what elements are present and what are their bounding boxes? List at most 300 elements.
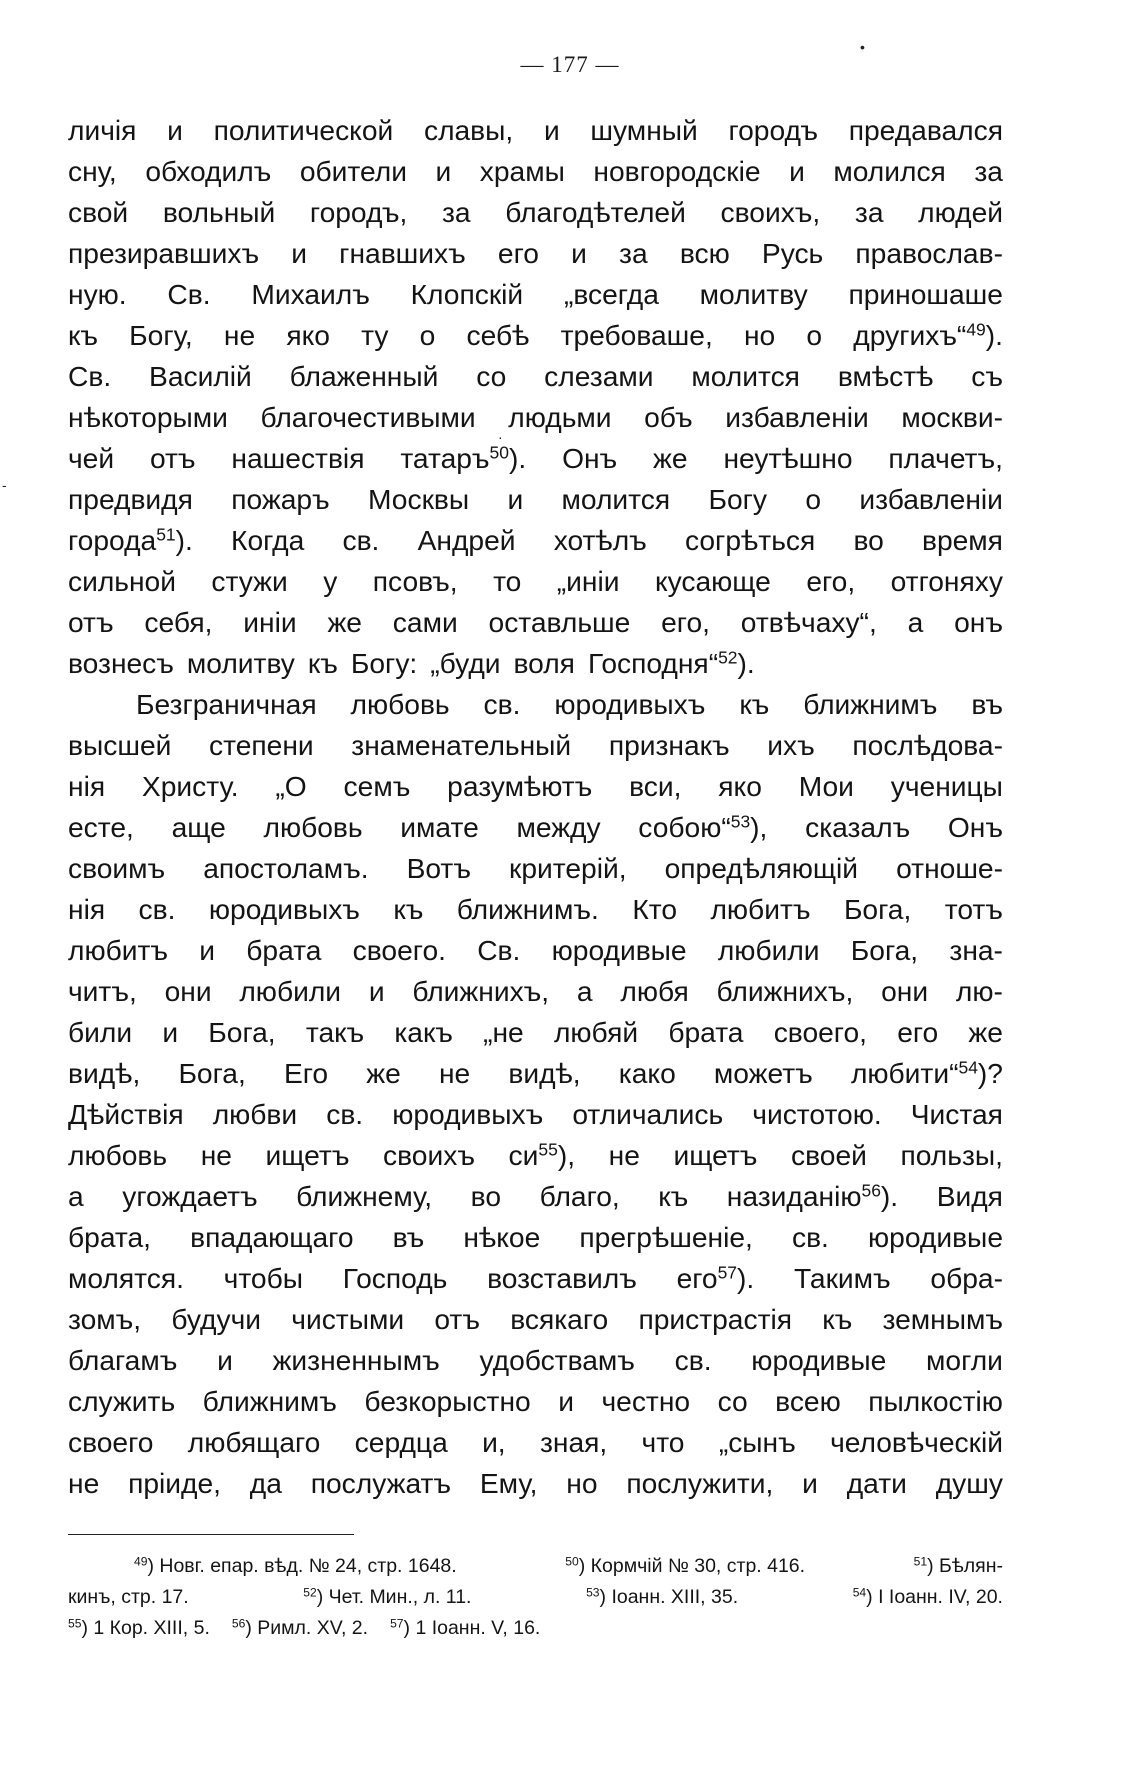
word: Св. (167, 278, 211, 310)
text-line (68, 110, 1003, 151)
word: и (558, 1385, 574, 1417)
word: св. (791, 1221, 829, 1253)
word: ближнимъ. (456, 893, 599, 925)
word: Андрей (417, 524, 516, 556)
word: же (653, 442, 688, 474)
word: степени (209, 729, 314, 761)
word: во (470, 1180, 502, 1212)
word: его, (661, 606, 710, 638)
word: своихъ (383, 1139, 475, 1171)
word: москви- (901, 401, 1003, 433)
word: удобствамъ (479, 1344, 635, 1376)
word: о (806, 319, 823, 351)
word: Кто (632, 893, 678, 925)
text-line (68, 1258, 1003, 1299)
footnote-paren: ) (578, 1555, 591, 1577)
word: людей (918, 196, 1003, 228)
text-line (68, 766, 1003, 807)
word: любили (717, 934, 820, 966)
word: же (327, 606, 362, 638)
word: кусающе (654, 565, 771, 597)
word: брата (246, 934, 322, 966)
word-with-footnote-ref (677, 1258, 755, 1299)
word: своей (791, 1139, 867, 1171)
word: Михаилъ (251, 278, 370, 310)
text-line (68, 1012, 1003, 1053)
word: вознесъ (68, 647, 174, 679)
word: Мои (798, 770, 854, 802)
word: и (435, 155, 452, 187)
word: прегрѣшеніе, (579, 1221, 753, 1253)
text-line (68, 479, 1003, 520)
word: видѣ, (68, 1057, 141, 1089)
footnote-ref: 50 (489, 442, 509, 463)
word: пылкостію (868, 1385, 1003, 1417)
word: безкорыстно (364, 1385, 531, 1417)
footnote-ref: 52 (718, 647, 738, 668)
word-with-footnote-ref (727, 1176, 898, 1217)
word: Господня“ (587, 647, 719, 679)
word: есте, (68, 811, 134, 843)
word: его (676, 1262, 718, 1294)
word: зная, (539, 1426, 608, 1458)
word: юродивые (551, 934, 687, 966)
footnote-paren: ) (245, 1617, 258, 1639)
word: и, (482, 1426, 506, 1458)
footnote-line (68, 1582, 1003, 1613)
word: но (743, 319, 776, 351)
word: во (853, 524, 884, 556)
word: пользы, (900, 1139, 1003, 1171)
word: Его (283, 1057, 329, 1089)
text-line (68, 602, 1003, 643)
word: стужи (211, 565, 288, 597)
text-line (68, 1422, 1003, 1463)
footnote-ref-close: ), (750, 811, 768, 843)
footnote-number: 53 (586, 1585, 600, 1600)
word: свой (68, 196, 129, 228)
word: благодѣтелей (505, 196, 686, 228)
word: Св. (477, 934, 521, 966)
footnote-ref-close: ), (557, 1139, 576, 1171)
word: предавался (848, 114, 1003, 146)
word: Вотъ (406, 852, 471, 884)
word: его (897, 1016, 939, 1048)
word: чей (68, 442, 115, 474)
word: блаженный (289, 360, 439, 392)
footnote-number: 55 (68, 1616, 82, 1631)
word: политической (213, 114, 394, 146)
text-line (68, 1299, 1003, 1340)
word: пріиде, (128, 1467, 221, 1499)
footnote-text: Бѣлян- (939, 1555, 1003, 1577)
word: молился (833, 155, 946, 187)
word: пристрастія (638, 1303, 793, 1335)
word: со (717, 1385, 748, 1417)
word: признакъ (608, 729, 730, 761)
word: св. (326, 1098, 364, 1130)
word: такъ (305, 1016, 365, 1048)
word: своимъ (68, 852, 166, 884)
word: но (566, 1467, 598, 1499)
word: иніи (243, 606, 297, 638)
word: Видя (936, 1180, 1003, 1212)
word: благочестивыми (260, 401, 476, 433)
text-line (68, 1135, 1003, 1176)
word: молитву (186, 647, 295, 679)
text-line (68, 971, 1003, 1012)
word: чистыми (291, 1303, 405, 1335)
word: обра- (930, 1262, 1003, 1294)
word: въ (392, 1221, 425, 1253)
word: Русь (761, 237, 824, 269)
word: не (608, 1139, 640, 1171)
word: личія (68, 114, 137, 146)
text-line (68, 1217, 1003, 1258)
word: любовь (350, 688, 450, 720)
word: благамъ (68, 1344, 178, 1376)
word-with-footnote-ref (68, 520, 193, 561)
word: любитъ (68, 934, 169, 966)
word: они (164, 975, 212, 1007)
word: молятся. (68, 1262, 184, 1294)
word: какъ (394, 1016, 453, 1048)
word: любили (239, 975, 342, 1007)
word: Чистая (910, 1098, 1003, 1130)
word: Бога, (843, 893, 912, 925)
footnote-number: 51 (913, 1554, 928, 1569)
word: Бога, (208, 1016, 276, 1048)
footnote-text: Чет. Мин., л. 11. (328, 1586, 472, 1608)
stray-mark-top: • (860, 39, 865, 55)
word: сердца (354, 1426, 448, 1458)
word: къ (739, 688, 770, 720)
word: нѣкоторыми (68, 401, 228, 433)
word: семъ (343, 770, 411, 802)
word: и (162, 1016, 179, 1048)
word: избавленіи (725, 401, 869, 433)
footnote-text: 1 Кор. XIII, 5. (93, 1617, 210, 1639)
word: сказалъ (805, 811, 911, 843)
word: Клопскій (410, 278, 524, 310)
word: своего (68, 1426, 154, 1458)
word: же (968, 1016, 1003, 1048)
word: и (789, 155, 805, 187)
word: ищетъ (265, 1139, 350, 1171)
footnote-ref: 49 (966, 319, 986, 340)
word-with-footnote-ref (400, 438, 526, 479)
word: обходилъ (145, 155, 272, 187)
word: св. (483, 688, 521, 720)
text-line (68, 1176, 1003, 1217)
word: дати (846, 1467, 907, 1499)
text-line (68, 315, 1003, 356)
word: и (543, 114, 560, 146)
word: угождаетъ (122, 1180, 258, 1212)
word: своего, (773, 1016, 867, 1048)
footnote-number: 52 (303, 1585, 317, 1600)
word: „иніи (556, 565, 620, 597)
word: его (497, 237, 539, 269)
word: всею (775, 1385, 841, 1417)
word: Богу (708, 483, 768, 515)
word: нашествія (231, 442, 365, 474)
word: и (291, 237, 307, 269)
text-line (68, 397, 1003, 438)
word: честно (601, 1385, 691, 1417)
word: всякаго (510, 1303, 609, 1335)
word: а (576, 975, 593, 1007)
word: послѣдова- (852, 729, 1003, 761)
word: ближнему, (296, 1180, 433, 1212)
word: города (68, 524, 157, 556)
word: и (507, 483, 524, 515)
word: воля (513, 647, 575, 679)
word: и (167, 114, 183, 146)
word: собою“ (638, 811, 731, 843)
word: и (571, 237, 587, 269)
word: пожаръ (231, 483, 330, 515)
word: себѣ (466, 319, 530, 351)
word: къ (393, 893, 424, 925)
footnote-text: Кормчій № 30, стр. 416. (590, 1555, 806, 1577)
word: плачетъ, (888, 442, 1003, 474)
word: слезами (544, 360, 654, 392)
footnotes (68, 1551, 1003, 1644)
word: отноше- (896, 852, 1003, 884)
text-line (68, 1053, 1003, 1094)
word: своего. (352, 934, 446, 966)
word: его, (806, 565, 856, 597)
page-number: — 177 — (520, 52, 620, 77)
word: городъ (728, 114, 818, 146)
word: Христу. (141, 770, 239, 802)
word: и (368, 975, 385, 1007)
word: назиданію (726, 1180, 862, 1212)
word: предвидя (68, 483, 193, 515)
footnote-ref: 56 (861, 1180, 881, 1201)
word: Василій (149, 360, 252, 392)
word: вольный (162, 196, 276, 228)
word: брата, (68, 1221, 151, 1253)
word: у (323, 565, 338, 597)
word: людьми (508, 401, 612, 433)
word: Дѣйствія (68, 1098, 184, 1130)
word: молится (691, 360, 800, 392)
word: зна- (949, 934, 1003, 966)
word: а (907, 606, 924, 638)
word: тотъ (944, 893, 1003, 925)
footnote-ref-close: ). (985, 319, 1003, 351)
word: то (493, 565, 522, 597)
word: ближнихъ, (412, 975, 550, 1007)
word: ищетъ (673, 1139, 758, 1171)
word: избавленіи (859, 483, 1003, 515)
footnote-line (68, 1613, 1003, 1644)
word: юродивые (868, 1221, 1003, 1253)
text-line (68, 1463, 1003, 1504)
footnote (232, 1613, 368, 1644)
word: шумный (590, 114, 698, 146)
word: да (249, 1467, 282, 1499)
word: Св. (68, 360, 112, 392)
word: земнымъ (882, 1303, 1003, 1335)
text-line (68, 930, 1003, 971)
word: аще (171, 811, 226, 843)
word: си (508, 1139, 539, 1171)
word: къ (822, 1303, 853, 1335)
word: себя, (144, 606, 213, 638)
word-with-footnote-ref (851, 1053, 1003, 1094)
footnote-separator (68, 1534, 354, 1535)
word: Ему, (479, 1467, 538, 1499)
word: ихъ (767, 729, 815, 761)
footnote (134, 1551, 457, 1582)
footnote-ref: 55 (538, 1139, 558, 1160)
footnote-paren: ) (147, 1555, 160, 1577)
footnote-text: I Іоанн. IV, 20. (878, 1586, 1003, 1608)
footnote-text: Новг. епар. вѣд. № 24, стр. 1648. (159, 1555, 457, 1577)
footnote-ref: 54 (958, 1057, 978, 1078)
text-line (68, 848, 1003, 889)
word: молится (561, 483, 671, 515)
word: нія (68, 770, 106, 802)
word: нѣкое (463, 1221, 541, 1253)
word: како (618, 1057, 676, 1089)
word: любяй (553, 1016, 639, 1048)
word: возставилъ (487, 1262, 637, 1294)
word: городъ, (309, 196, 408, 228)
footnote-ref-close: ). (880, 1180, 899, 1212)
word: за (441, 196, 471, 228)
word: нія (68, 893, 106, 925)
text-line (68, 151, 1003, 192)
word: высшей (68, 729, 172, 761)
word: отъ (149, 442, 196, 474)
word: всю (679, 237, 730, 269)
word: ученицы (890, 770, 1003, 802)
word: Бога, (850, 934, 919, 966)
word: благо, (539, 1180, 620, 1212)
text-line (68, 1381, 1003, 1422)
word: любящаго (187, 1426, 321, 1458)
word: съ (971, 360, 1003, 392)
word: Безграничная (136, 688, 317, 720)
word: Москвы (368, 483, 470, 515)
word: не (438, 1057, 471, 1089)
word: время (921, 524, 1003, 556)
word: вмѣстѣ (837, 360, 934, 392)
word: о (419, 319, 436, 351)
word: молитву (699, 278, 808, 310)
word: любовь (263, 811, 363, 843)
main-text (68, 110, 1003, 1504)
word: ближнимъ (803, 688, 938, 720)
footnote-text: Іоанн. XIII, 35. (611, 1586, 739, 1608)
word: между (516, 811, 601, 843)
word: апостоламъ. (203, 852, 369, 884)
word: а (68, 1180, 84, 1212)
word: отвѣчаху“, (740, 606, 877, 638)
text-line (68, 438, 1003, 479)
word: могли (926, 1344, 1003, 1376)
footnote-paren: ) (927, 1555, 940, 1577)
footnote-number: 57 (390, 1616, 404, 1631)
text-line (68, 356, 1003, 397)
word-with-footnote-ref (588, 643, 755, 684)
word: критерій, (509, 852, 627, 884)
footnote-ref-close: ). (737, 1262, 755, 1294)
word: юродивые (751, 1344, 887, 1376)
word: новгородскіе (593, 155, 761, 187)
word: чтобы (223, 1262, 304, 1294)
word: Богу, (129, 319, 193, 351)
text-line (68, 889, 1003, 930)
word: другихъ“ (853, 319, 967, 351)
word: „О (275, 770, 307, 802)
word: не (68, 1467, 100, 1499)
footnote-text: Римл. XV, 2. (257, 1617, 369, 1639)
text-line (68, 1340, 1003, 1381)
word: ную. (68, 278, 127, 310)
word: отгоняху (890, 565, 1003, 597)
word: славы, (423, 114, 514, 146)
word: о (805, 483, 822, 515)
footnote-ref: 51 (156, 524, 176, 545)
word: Онъ (562, 442, 618, 474)
word: сильной (68, 565, 176, 597)
word: не (200, 1139, 232, 1171)
footnote-number: 56 (231, 1616, 246, 1631)
footnote-line (68, 1551, 1003, 1582)
text-line (68, 684, 1003, 725)
footnote-ref-close: )? (977, 1057, 1003, 1089)
word: къ (307, 647, 338, 679)
text-line (68, 725, 1003, 766)
text-line (68, 807, 1003, 848)
word: разумѣютъ (447, 770, 593, 802)
footnote-ref-close: ). (737, 647, 755, 679)
word-with-footnote-ref (509, 1135, 576, 1176)
word: къ (658, 1180, 689, 1212)
word: можетъ (713, 1057, 813, 1089)
word: хотѣлъ (553, 524, 647, 556)
footnote-ref: 57 (717, 1262, 738, 1283)
word-with-footnote-ref (853, 315, 1003, 356)
text-line (68, 520, 1003, 561)
word: св. (342, 524, 380, 556)
stray-mark-margin: - (2, 477, 7, 493)
word: зомъ, (68, 1303, 142, 1335)
word: не (223, 319, 256, 351)
word: послужити, (626, 1467, 774, 1499)
word: отъ (434, 1303, 480, 1335)
word: ближнихъ, (716, 975, 854, 1007)
word: любовь (68, 1139, 168, 1171)
footnote (68, 1582, 189, 1613)
word: били (68, 1016, 133, 1048)
word: „сынъ (718, 1426, 796, 1458)
word: св. (138, 893, 176, 925)
word: любви (212, 1098, 298, 1130)
word: видѣ, (508, 1057, 581, 1089)
word: любя (620, 975, 689, 1007)
word: своихъ, (720, 196, 821, 228)
word: и (217, 1344, 233, 1376)
word-with-footnote-ref (638, 807, 767, 848)
word: служить (68, 1385, 176, 1417)
word: отъ (68, 606, 114, 638)
